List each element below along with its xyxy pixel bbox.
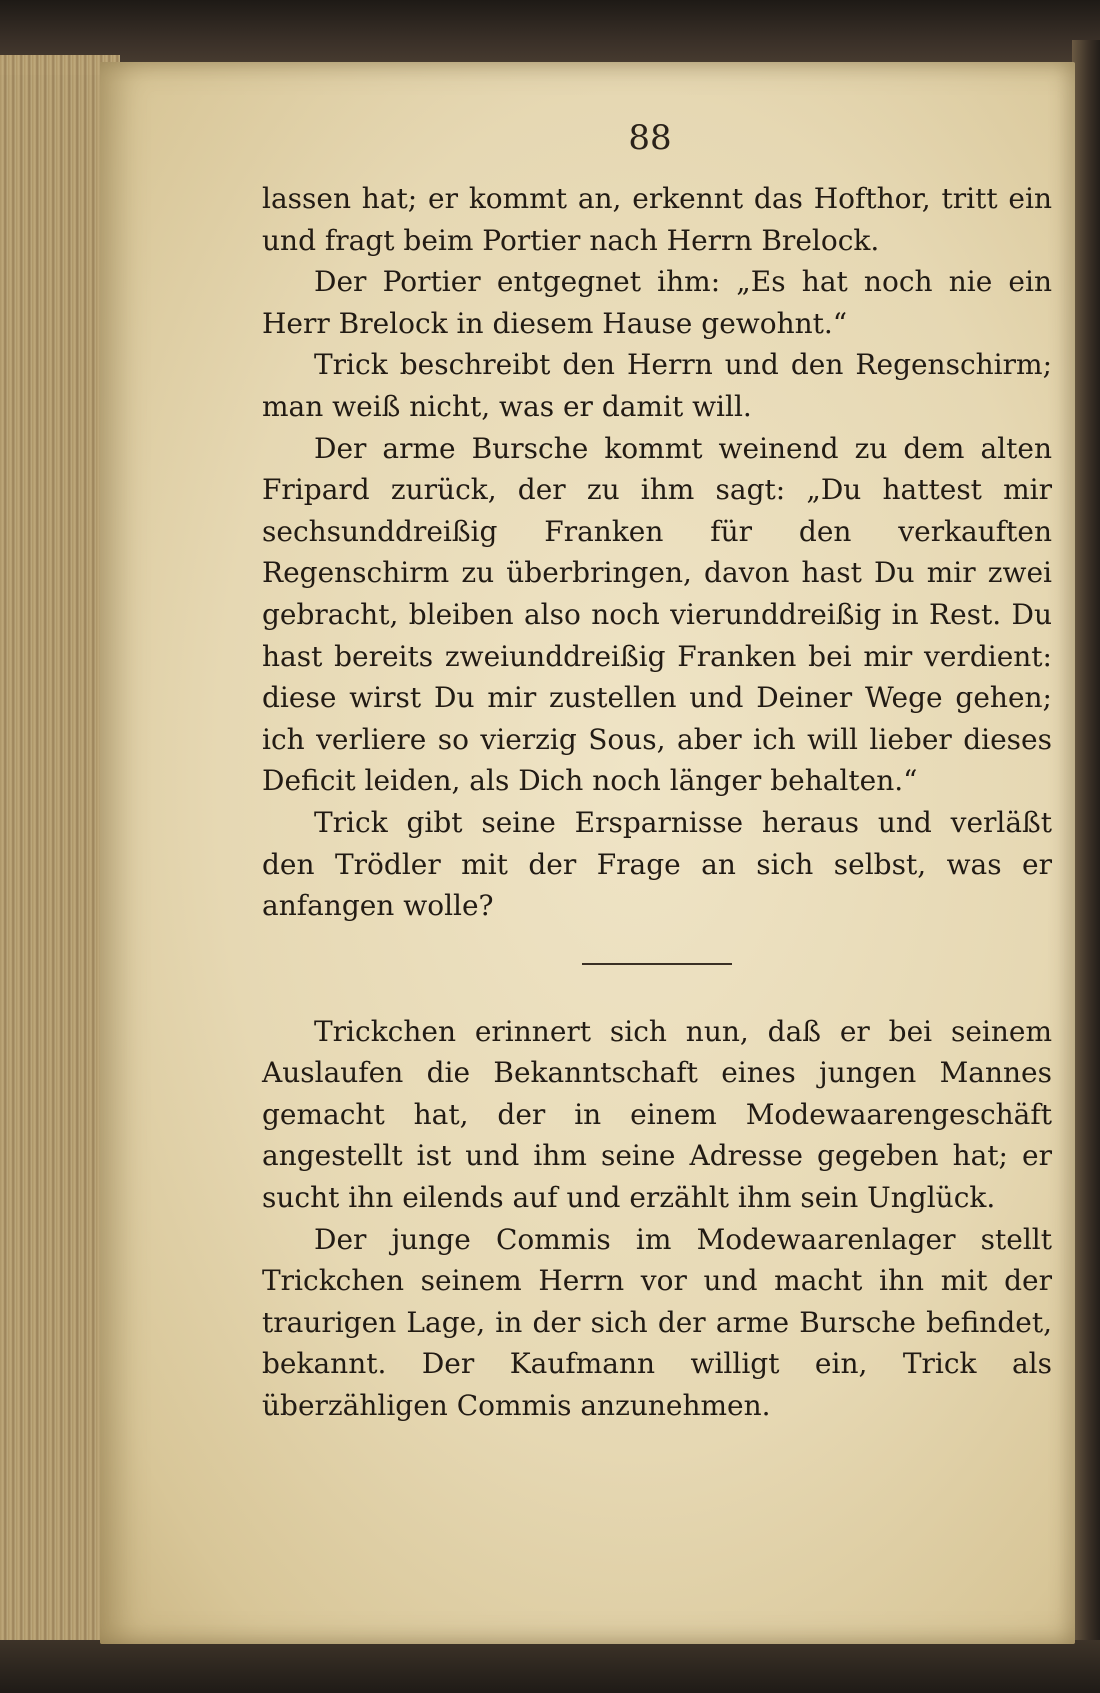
- page-text: [262, 178, 1052, 1427]
- page-number: 88: [628, 118, 672, 158]
- paragraph: Der Portier entgegnet ihm: „Es hat noch nie ein Herr Brelock in diesem Hause gewohnt.“: [262, 265, 1052, 340]
- paragraph: Der junge Commis im Modewaarenlager stellt Trickchen seinem Herrn vor und macht ihn mit der traurigen Lage, in der sich der arme Bursche befindet, bekannt. Der Kaufmann willigt ein, Trick als überzähligen Commis anzunehmen.: [262, 1222, 1052, 1423]
- section-one: [262, 178, 1052, 927]
- paragraph: Trick beschreibt den Herrn und den Regenschirm; man weiß nicht, was er damit will.: [262, 348, 1052, 423]
- paragraph: Der arme Bursche kommt weinend zu dem alten Fripard zurück, der zu ihm sagt: „Du hattest mir sechsunddreißig Franken für den verkauften Regenschirm zu überbringen, davon hast Du mir zwei gebracht, bleiben also noch vierunddreißig in Rest. Du hast bereits zweiunddreißig Franken bei mir verdient: diese wirst Du mir zustellen und Deiner Wege gehen; ich verliere so vierzig Sous, aber ich will lieber dieses Deficit leiden, als Dich noch länger behalten.“: [262, 431, 1052, 798]
- book-cover-right: [1072, 40, 1100, 1650]
- section-two: [262, 1011, 1052, 1427]
- paragraph: Trick gibt seine Ersparnisse heraus und verläßt den Trödler mit der Frage an sich selbst, was er anfangen wolle?: [262, 805, 1052, 923]
- section-divider: [582, 963, 732, 965]
- book-cover-bottom: [0, 1640, 1100, 1693]
- paragraph: Trickchen erinnert sich nun, daß er bei seinem Auslaufen die Bekanntschaft eines jungen Mannes gemacht hat, der in einem Modewaarengeschäft angestellt ist und ihm seine Adresse gegeben hat; er sucht ihn eilends auf und erzählt ihm sein Unglück.: [262, 1014, 1052, 1215]
- paragraph: lassen hat; er kommt an, erkennt das Hofthor, tritt ein und fragt beim Portier nach Herrn Brelock.: [262, 182, 1052, 257]
